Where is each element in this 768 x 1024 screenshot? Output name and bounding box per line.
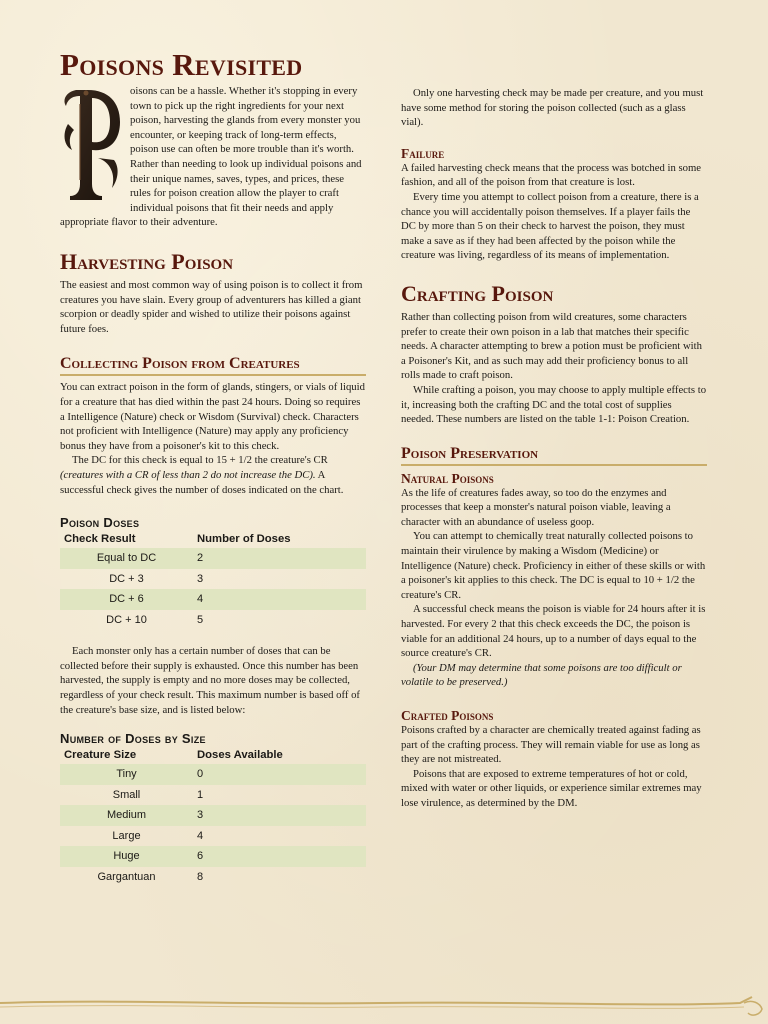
page-title: Poisons Revisited: [60, 47, 303, 82]
table-cell: Gargantuan: [97, 870, 156, 883]
harvesting-heading: Harvesting Poison: [60, 249, 234, 274]
crafting-paragraph-2: While crafting a poison, you may choose to apply multiple effects to it, increasing both the crafting DC and the total cost of supplies needed. These numbers are listed on the table 1-1: Poison Creation.: [401, 383, 707, 426]
preservation-heading: Poison Preservation: [401, 445, 707, 466]
table-row: [60, 867, 366, 888]
table-cell: DC + 10: [106, 613, 147, 626]
collecting-paragraph-1: You can extract poison in the form of glands, stingers, or vials of liquid for a creature that has died within the past 24 hours. Doing so requires a Intelligence (Nature) check or Wisdom (Survival) check. Characters not proficient with Intelligence (Nature) may apply any proficiency bonus they have from a poisoner's kit to this check.: [60, 381, 365, 452]
doses-table-title: Poison Doses: [60, 515, 140, 531]
crafted-paragraph-1: Poisons crafted by a character are chemically treated against fading as part of the crafting process. They will remain viable for use as long as they are not mistreated.: [401, 724, 701, 766]
table-cell: 3: [193, 805, 366, 826]
table-cell: DC + 3: [109, 572, 144, 585]
table-cell: 2: [193, 548, 366, 569]
crafted-heading: Crafted Poisons: [401, 708, 494, 723]
table-cell: 8: [197, 870, 204, 883]
size-table: [60, 746, 366, 887]
intro-text: oisons can be a hassle. Whether it's stopping in every town to pick up the right ingredients for your next poison, harvesting the glands from every monster you encounter, or keeping track of long-term effects, poison use can often be more trouble than it's worth. Rather than needing to look up individual poisons and their unique names, saves, types, and prices, these rules for poison creation allow the player to craft individual poisons that fit their needs and apply appropriate flavor to their adventure.: [60, 85, 362, 229]
collecting-heading: Collecting Poison from Creatures: [60, 355, 366, 376]
intro-section: [60, 84, 366, 230]
size-col-creature: Creature Size: [64, 749, 137, 762]
one-check-paragraph: Only one harvesting check may be made per creature, and you must have some method for storing the poison collected (such as a glass vial).: [401, 87, 704, 129]
table-cell: DC + 6: [60, 589, 193, 610]
table-cell: Tiny: [60, 764, 193, 785]
natural-paragraph-1: As the life of creatures fades away, so too do the enzymes and processes that keep a monster's natural poison viable, leaving a character with an abundance of useless goop.: [401, 486, 671, 528]
table-cell: 3: [197, 572, 204, 585]
table-cell: Medium: [60, 805, 193, 826]
crafting-heading: Crafting Poison: [401, 280, 554, 306]
doses-note: Each monster only has a certain number of doses that can be collected before their supply is exhausted. Once this number has been harvested, the supply is empty and no more doses may be collected, regardless of your check result. This maximum number is based off of the creature's base size, and is listed below:: [60, 645, 360, 716]
collecting-paragraph-2: The DC for this check is equal to 15 + 1/2 the creature's CR (creatures with a CR of less than 2 do not increase the DC). A successful check gives the number of doses indicated on the chart.: [60, 454, 344, 496]
table-cell: Large: [112, 829, 141, 842]
table-row: [60, 785, 366, 806]
table-cell: 4: [193, 589, 366, 610]
table-cell: 4: [197, 829, 204, 842]
table-row: [60, 548, 366, 569]
dropcap-letter: [58, 84, 124, 202]
harvesting-paragraph: The easiest and most common way of using poison is to collect it from creatures you have slain. Every group of adventurers has killed a giant scorpion or deadly spider and wished to utilize their poisons against future foes.: [60, 279, 363, 335]
failure-paragraph-1: A failed harvesting check means that the process was botched in some fashion, and all of the poison from that creature is lost.: [401, 161, 702, 189]
failure-heading: Failure: [401, 145, 445, 161]
table-row: [60, 610, 366, 631]
doses-col-number: Number of Doses: [197, 533, 291, 546]
table-row: [60, 826, 366, 847]
size-table-title: Number of Doses by Size: [60, 731, 206, 747]
table-cell: Small: [112, 788, 141, 801]
natural-paragraph-2: You can attempt to chemically treat naturally collected poisons to maintain their virulence by making a Wisdom (Medicine) or Intelligence (Nature) check. Proficiency in either of these skills or with a poisoner's kit applies to this check. The DC is equal to 10 + 1/2 the creature's CR.: [401, 530, 706, 601]
footer-ornament-icon: [0, 989, 768, 1019]
failure-paragraph-2: Every time you attempt to collect poison from a creature, there is a chance you will accidentally poison themselves. If a player fails the DC by more than 5 on their check to harvest the poison, they must make a save as if they had been affected by the poison while the creature was living, regardless of its means of implementation.: [401, 190, 699, 262]
natural-paragraph-4: (Your DM may determine that some poisons are too difficult or volatile to be preserved.): [401, 661, 682, 689]
table-cell: 1: [197, 788, 204, 801]
table-cell: Equal to DC: [60, 548, 193, 569]
table-cell: 6: [193, 846, 366, 867]
dropcap-ornament-icon: [58, 84, 124, 204]
table-row: [60, 846, 366, 867]
size-col-doses: Doses Available: [197, 749, 283, 762]
table-row: [60, 569, 366, 590]
natural-paragraph-3: A successful check means the poison is viable for 24 hours after it is harvested. For every 2 that this check exceeds the DC, the poison is viable for an additional 24 hours, up to a number of days equal to the source creature's CR.: [401, 603, 706, 660]
table-cell: 0: [193, 764, 366, 785]
right-column: [401, 86, 707, 811]
table-row: [60, 764, 366, 785]
doses-col-check: Check Result: [64, 533, 136, 546]
table-row: [60, 589, 366, 610]
table-row: [60, 805, 366, 826]
natural-heading: Natural Poisons: [401, 470, 494, 486]
table-cell: Huge: [60, 846, 193, 867]
harvesting-section: [60, 250, 366, 887]
crafting-paragraph-1: Rather than collecting poison from wild creatures, some characters prefer to create their own poison in a lab that matches their specific needs. A character attempting to brew a potion must be proficient with a Poisoner's Kit, and as such may add their proficiency bonus to all rolls made to craft poison.: [401, 310, 702, 382]
crafted-paragraph-2: Poisons that are exposed to extreme temperatures of hot or cold, mixed with water or other liquids, or experience similar extremes may lose virulence, as determined by the DM.: [401, 767, 702, 809]
doses-table: [60, 530, 366, 630]
table-cell: 5: [197, 613, 204, 626]
